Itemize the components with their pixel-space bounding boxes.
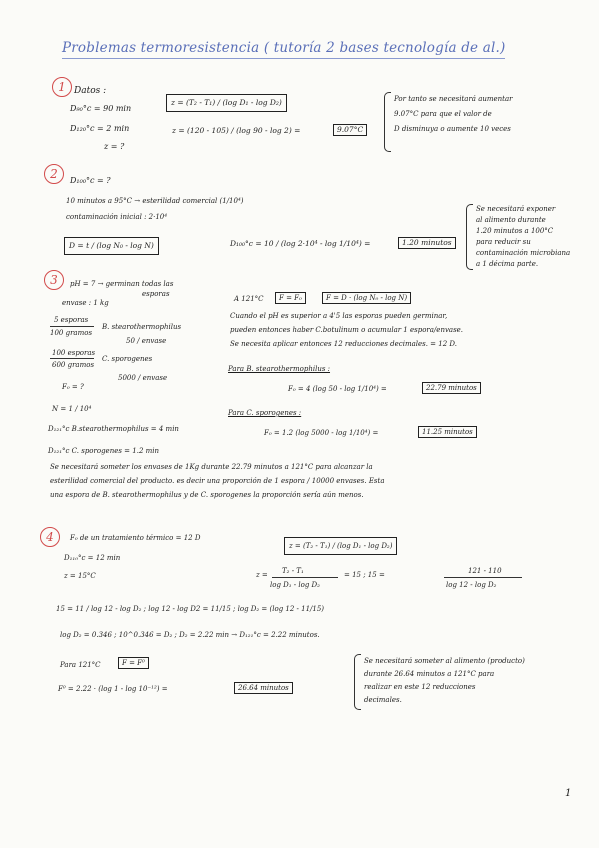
p3-r1-box: F = F₀ (275, 292, 306, 304)
p4-result: 26.64 minutos (234, 682, 293, 694)
problem-1-number: 1 (52, 77, 72, 97)
p4-line-3: log D₂ = 0.346 ; 10^0.346 = D₂ ; D₂ = 2.22 min → D₁₂₁°c = 2.22 minutos. (60, 631, 320, 639)
p4-para: Para 121°C (60, 661, 101, 669)
p3-f0: F₀ = ? (62, 383, 84, 391)
p4-e1f: log 12 - log D₂ (446, 581, 497, 589)
p3-s1-result: 22.79 minutos (422, 382, 481, 394)
p3-s2: Para C. sporogenes : (228, 409, 302, 417)
p3-s2-formula: F₀ = 1.2 (log 5000 - log 1/10⁴) = (264, 429, 379, 437)
p4-f-box: F = F⁰ (118, 657, 149, 669)
p3-s1-formula: F₀ = 4 (log 50 - log 1/10⁴) = (288, 385, 387, 393)
p1-note-3: D disminuya o aumente 10 veces (394, 125, 511, 133)
p4-note-2: durante 26.64 minutos a 121°C para (364, 670, 495, 678)
problem-4-number: 4 (40, 527, 60, 547)
p4-line-1: F₀ de un tratamiento térmico = 12 D (70, 534, 201, 542)
p1-note-2: 9.07°C para que el valor de (394, 110, 492, 118)
p4-e1a: z = (256, 571, 268, 579)
p3-s2-result: 11.25 minutos (418, 426, 477, 438)
p2-line-2: contaminación inicial : 2·10⁴ (66, 213, 168, 221)
p1-z: z = ? (104, 142, 125, 151)
p3-env-c: 5000 / envase (118, 374, 168, 382)
p3-esp-b: 5 esporas (54, 316, 89, 324)
page-title: Problemas termoresistencia ( tutoría 2 bases tecnología de al.) (62, 40, 506, 56)
p2-note-1: Se necesitará exponer (476, 205, 556, 213)
p2-brace (466, 204, 473, 270)
p1-result: 9.07°C (333, 124, 367, 136)
p1-d90: D₉₀°c = 90 min (70, 104, 132, 113)
p3-r1-formula: F = D · (log N₀ - log N) (322, 292, 411, 304)
p1-calc: z = (120 - 105) / (log 90 - log 2) = (172, 126, 301, 135)
p4-e1c: log D₁ - log D₂ (270, 581, 320, 589)
p4-note-3: realizar en este 12 reducciones (364, 683, 476, 691)
p4-line-2: 15 = 11 / log 12 - log D₂ ; log 12 - log D2 = 11/15 ; log D₂ = (log 12 - 11/15) (56, 605, 325, 613)
p3-conclusion-1: Se necesitará someter los envases de 1Kg durante 22.79 minutos a 121°C para alcanzar la (50, 463, 373, 471)
p2-result: 1.20 minutos (398, 237, 456, 249)
p4-d110: D₁₁₀°c = 12 min (64, 554, 121, 562)
p2-note-5: contaminación microbiana (476, 249, 571, 257)
p3-env-b: 50 / envase (126, 337, 167, 345)
p4-e1b: T₂ - T₁ (282, 567, 304, 575)
p3-r3: pueden entonces haber C.botulinum o acumular 1 espora/envase. (230, 326, 464, 334)
p2-formula-box: D = t / (log N₀ - log N) (64, 237, 159, 255)
p3-n: N = 1 / 10⁴ (52, 405, 92, 413)
problem-3-number: 3 (44, 270, 64, 290)
p4-line-5: F⁰ = 2.22 · (log 1 - log 10⁻¹²) = (58, 685, 168, 693)
p3-gr-c: 600 gramos (52, 361, 95, 369)
p2-question: D₁₀₀°c = ? (70, 176, 111, 185)
p3-conclusion-2: esterilidad comercial del producto. es decir una proporción de 1 espora / 10000 envases. Esta (50, 477, 385, 485)
p3-r4: Se necesita aplicar entonces 12 reducciones decimales. = 12 D. (230, 340, 457, 348)
p3-envase: envase : 1 kg (62, 299, 109, 307)
p3-s1: Para B. stearothermophilus : (228, 365, 331, 373)
p1-datos: Datos : (74, 86, 107, 96)
p4-z: z = 15°C (64, 572, 96, 580)
p3-r2: Cuando el pH es superior a 4'5 las esporas pueden germinar, (230, 312, 448, 320)
p4-brace (354, 654, 361, 710)
p3-d-cspo: D₁₂₁°c C. sporogenes = 1.2 min (48, 447, 160, 455)
p2-note-4: para reducir su (476, 238, 531, 246)
problem-2-number: 2 (44, 164, 64, 184)
p3-org-b: B. stearothermophilus (102, 323, 182, 331)
p3-org-c: C. sporogenes (102, 355, 153, 363)
p3-esp-c: 100 esporas (52, 349, 96, 357)
p3-line-1: pH = 7 → germinan todas las (70, 280, 174, 288)
p3-conclusion-3: una espora de B. stearothermophilus y de C. sporogenes la proporción sería aún menos. (50, 491, 364, 499)
p3-r1: A 121°C (234, 295, 264, 303)
p2-note-2: al alimento durante (476, 216, 546, 224)
p2-line-1: 10 minutos a 95°C → esterilidad comercial (1/10⁴) (66, 197, 244, 205)
p3-line-1b: esporas (142, 290, 170, 298)
p1-brace (384, 92, 391, 152)
p4-note-4: decimales. (364, 696, 402, 704)
p4-e1d: = 15 ; 15 = (344, 571, 385, 579)
p2-note-3: 1.20 minutos a 100°C (476, 227, 554, 235)
p4-note-1: Se necesitará someter al alimento (producto) (364, 657, 525, 665)
p1-d120: D₁₂₀°c = 2 min (70, 124, 130, 133)
p2-note-6: a 1 décima parte. (476, 260, 539, 268)
p1-formula-box: z = (T₂ - T₁) / (log D₁ - log D₂) (166, 94, 287, 112)
p3-gr-b: 100 gramos (50, 329, 93, 337)
page-number: 1 (565, 788, 572, 799)
p2-calc: D₁₀₀°c = 10 / (log 2·10⁴ - log 1/10⁴) = (230, 239, 371, 248)
p4-e1e: 121 - 110 (468, 567, 502, 575)
p3-d-bst: D₁₂₁°c B.stearothermophilus = 4 min (48, 425, 179, 433)
p4-formula-box: z = (T₂ - T₁) / (log D₁ - log D₂) (284, 537, 397, 555)
p1-note-1: Por tanto se necesitará aumentar (394, 95, 513, 103)
